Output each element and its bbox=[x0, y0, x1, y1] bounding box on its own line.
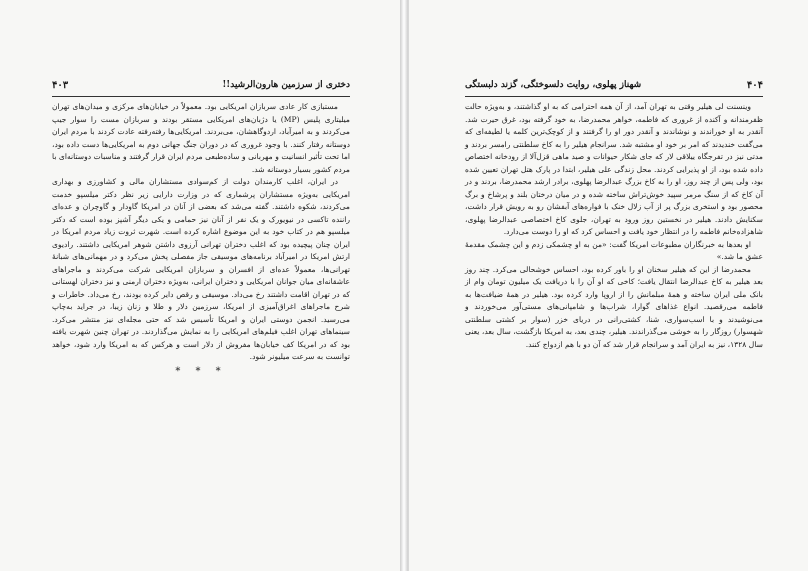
paragraph: مستبازی کار عادی سربازان امریکایی بود. معمولاً در خیابان‌های مرکزی و میدان‌های تهران میلیتاری پلیس (MP) یا دژبان‌های امریکایی مستقر بودند و سربازان مست را سوار جیپ می‌کردند و به امیرآباد، اردوگاهشان، می‌بردند. امریکایی‌ها رفته‌رفته عادت کردند با مردم ایران دوستانه رفتار کنند. با وجود غروری که در دوران جنگ جهانی دوم به امریکایی‌ها دست داده بود، اما تحت تأثیر انسانیت و مهربانی و ساده‌طبعی مردم ایران قرار گرفتند و مناسبات دوستانه‌ای با مردم کشور بسیار دوستانه شد. bbox=[52, 102, 350, 174]
left-page bbox=[0, 0, 401, 571]
page-number: ۴۰۴ bbox=[746, 80, 763, 91]
left-page-header bbox=[52, 80, 350, 94]
header-divider bbox=[52, 96, 350, 97]
header-divider bbox=[465, 96, 763, 97]
running-title: دختری از سرزمین هارون‌الرشید!! bbox=[222, 80, 350, 90]
right-page bbox=[408, 0, 808, 571]
page-number: ۴۰۳ bbox=[52, 80, 69, 91]
paragraph: او بعدها به خبرنگاران مطبوعات امریکا گفت: «من به او چشمکی زدم و این چشمک مقدمهٔ عشق ما شد.» bbox=[465, 239, 763, 261]
right-page-body bbox=[465, 101, 763, 351]
section-separator: * * * bbox=[175, 365, 227, 377]
paragraph: در ایران، اغلب کارمندان دولت از کم‌سوادی مستشاران مالی و کشاورزی و بهداری امریکایی به‌ویژه مستشاران پرشماری که در وزارت دارایی زیر نظر دکتر میلسپو خدمت می‌کردند، شکوه داشتند. گفته می‌شد که بعضی از آنان در امریکا گاودار و گاوچران و عده‌ای راننده تاکسی در نیویورک و یک نفر از آنان نیز حمامی و یکی دیگر آشپز بوده است که دکتر میلسپو هم در کتاب خود به این موضوع اشاره کرده است. شهرت ثروت زیاد مردم امریکا در ایران چنان پیچیده بود که اغلب دختران تهرانی آرزوی داشتن شوهر امریکایی داشتند. رادیوی ارتش امریکا در امیرآباد برنامه‌های موسیقی جاز مفصلی پخش می‌کرد و در مهمانی‌های شبانهٔ تهرانی‌ها، معمولاً عده‌ای از افسران و سربازان امریکایی شرکت می‌کردند و ماجراهای عاشقانه‌ای میان جوانان امریکایی و دختران ایرانی، به‌ویژه دختران ارمنی و نیز دختران لهستانی که در تهران اقامت داشتند رخ می‌داد. موسیقی و رقص دایر کرده بودند، رخ می‌داد. خاطرات و شرح ماجراهای اغراق‌آمیزی از امریکا، سرزمین دلار و طلا و زنان زیبا، در جراید به‌چاپ می‌رسید. انجمن دوستی ایران و امریکا تأسیس شد که حتی مجله‌ای نیز منتشر می‌کرد. سینماهای تهران اغلب فیلم‌های امریکایی را به نمایش می‌گذاردند. در تهران چنین شهرت یافته بود که در امریکا کف خیابان‌ها مفروش از دلار است و هرکس که به امریکا وارد شود، خواهد توانست به سرعت میلیونر شود. bbox=[52, 177, 350, 361]
paragraph: وینسنت لی هیلیر وقتی به تهران آمد، از آن همه احترامی که به او گذاشتند، و به‌ویژه حالت ظفرمندانه و آکنده از غروری که فاطمه، خواهر محمدرضا، به خود گرفته بود، غرق حیرت شد. آنقدر به او خوراندند و نوشاندند و آنقدر دور او را گرفتند و از کوچک‌ترین کلمه یا لطیفه‌ای که می‌گفت خندیدند که امر بر خود او مشتبه شد. سرانجام هیلیر را به کاخ سلطنتی رامسر بردند و مدتی نیز در تفرجگاه ییلاقی لار که جای شکار حیوانات و صید ماهی قزل‌آلا از رودخانه اختصاص داده شده بود، از او پذیرایی کردند. محل زندگی علی هیلیر، ابتدا در پارک هتل تهران تعیین شده بود، ولی پس از چند روز، او را به کاخ بزرگ عبدالرضا پهلوی، برادر ارشد محمدرضا، بردند و در آن کاخ که از سنگ مرمر سپید خوش‌تراش ساخته شده و در میان درختان بلند و پرشاخ و برگ محصور بود و استخری بزرگ پر از آب زلال خنک با فواره‌های آبفشان رو به رویش قرار داشت، سکنایش دادند. هیلیر در نخستین روز ورود به تهران، جلوی کاخ اختصاصی عبدالرضا پهلوی، شاهزاده‌خانم فاطمه را در انتظار خود یافت و احساس کرد که او را دوست می‌دارد. bbox=[465, 102, 763, 236]
book-gutter bbox=[400, 0, 408, 571]
running-title: شهناز پهلوی، روایت دلسوختگی، گزند دلبستگی bbox=[465, 80, 642, 90]
right-page-header bbox=[465, 80, 763, 94]
left-page-body bbox=[52, 101, 350, 378]
paragraph: محمدرضا از این که هیلیر سخنان او را باور کرده بود، احساس خوشحالی می‌کرد. چند روز بعد هیلیر به کاخ عبدالرضا انتقال یافت؛ کاخی که او آن را با دریافت یک میلیون تومان وام از بانک ملی ایران ساخته و همهٔ مبلمانش را از اروپا وارد کرده بود. هیلیر در همهٔ ضیافت‌ها به فاطمه می‌رقصید. انواع غذاهای گوارا، شراب‌ها و شامپانی‌های مستی‌آور می‌خوردند و می‌نوشیدند و با اسب‌سواری، شنا، کشتی‌رانی در دریای خزر (سوار بر کشتی سلطنتی شهسوار) روزگار را به خوشی می‌گذراندند. هیلیر، چندی بعد، به امریکا بازگشت، سال بعد، یعنی سال ۱۳۲۸، نیز به ایران آمد و سرانجام قرار شد که آن دو با هم ازدواج کنند. bbox=[465, 264, 763, 349]
